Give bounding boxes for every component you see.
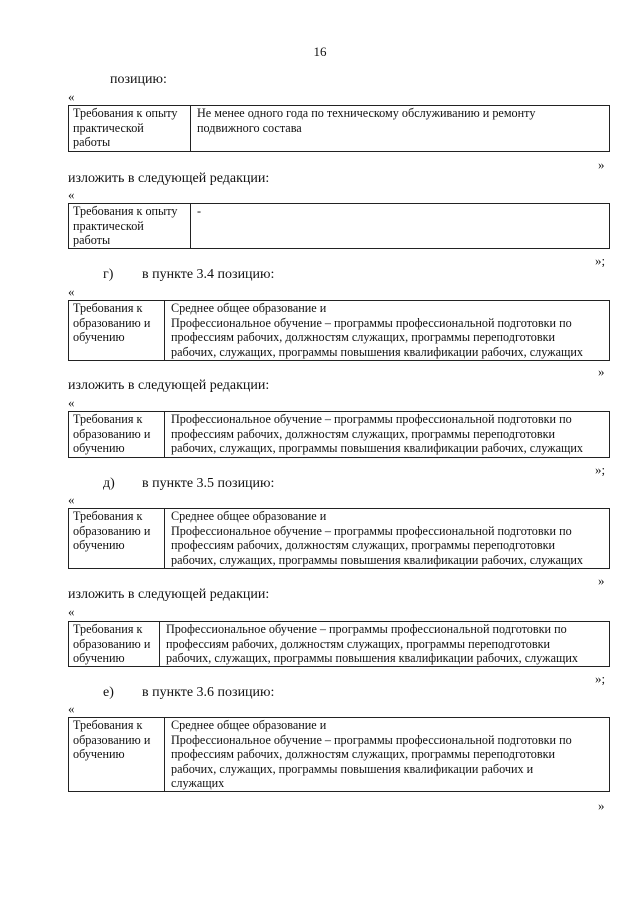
- page-number: 16: [313, 44, 327, 59]
- open-quote: «: [68, 187, 75, 202]
- cell-line: Профессиональное обучение – программы профессиональной подготовки по: [171, 732, 572, 747]
- table-education-3-4-old: [68, 300, 610, 361]
- item-g-letter: г): [103, 267, 114, 282]
- cell-left: [69, 204, 191, 249]
- cell-line: образованию и: [73, 732, 151, 747]
- cell-line: рабочих, служащих, программы повышения квалификации рабочих, служащих: [166, 651, 578, 665]
- replace-label: изложить в следующей редакции:: [68, 587, 270, 602]
- item-d-letter: д): [103, 476, 115, 491]
- cell-left: [69, 509, 165, 569]
- cell-line: -: [197, 204, 202, 218]
- cell-line: Требования к: [73, 622, 143, 636]
- cell-left: [69, 301, 165, 361]
- cell-right: [165, 301, 610, 361]
- close-quote: »: [598, 364, 605, 379]
- cell-line: Требования к: [73, 301, 143, 315]
- cell-line: Среднее общее образование и: [171, 718, 327, 732]
- open-quote: «: [68, 89, 75, 104]
- table-education-3-4-new: [68, 411, 610, 458]
- close-quote: »: [598, 157, 605, 172]
- cell-line: Требования к: [73, 412, 143, 426]
- cell-line: образованию и: [73, 523, 151, 538]
- replace-label: изложить в следующей редакции:: [68, 378, 270, 393]
- cell-line: профессиям рабочих, должностям служащих, программы переподготовки: [171, 747, 556, 761]
- close-quote-semicolon: »;: [595, 671, 606, 686]
- cell-line: рабочих, служащих, программы повышения квалификации рабочих, служащих: [171, 441, 583, 455]
- cell-right: [191, 204, 610, 249]
- item-e-text: в пункте 3.6 позицию:: [142, 685, 275, 700]
- intro-label: позицию:: [110, 72, 167, 87]
- cell-line: работы: [73, 135, 111, 149]
- table-education-3-6-old: [68, 717, 610, 792]
- close-quote: »: [598, 573, 605, 588]
- open-quote: «: [68, 492, 75, 507]
- cell-left: [69, 718, 165, 792]
- cell-line: Профессиональное обучение – программы профессиональной подготовки по: [171, 315, 572, 330]
- cell-line: профессиям рабочих, должностям служащих, программы переподготовки: [171, 330, 556, 344]
- open-quote: «: [68, 284, 75, 299]
- table-education-3-5-new: [68, 621, 610, 667]
- cell-line: обучению: [73, 441, 125, 455]
- cell-line: Профессиональное обучение – программы профессиональной подготовки по: [171, 412, 572, 426]
- cell-left: [69, 412, 165, 458]
- cell-right: [160, 622, 610, 667]
- cell-line: Требования к: [73, 718, 143, 732]
- cell-left: [69, 622, 160, 667]
- open-quote: «: [68, 604, 75, 619]
- cell-line: практической: [73, 218, 144, 233]
- cell-right: [191, 106, 610, 152]
- table-education-3-5-old: [68, 508, 610, 569]
- cell-line: образованию и: [73, 426, 151, 441]
- item-d-text: в пункте 3.5 позицию:: [142, 476, 275, 491]
- cell-line: Требования к опыту: [73, 204, 178, 218]
- cell-line: образованию и: [73, 636, 151, 651]
- cell-left: [69, 106, 191, 152]
- item-e-letter: е): [103, 685, 114, 700]
- cell-line: профессиям рабочих, должностям служащих, программы переподготовки: [171, 426, 556, 441]
- cell-line: образованию и: [73, 315, 151, 330]
- table-experience-new: [68, 203, 610, 249]
- close-quote-semicolon: »;: [595, 253, 606, 268]
- cell-line: профессиям рабочих, должностям служащих, программы переподготовки: [166, 636, 551, 651]
- cell-line: практической: [73, 120, 144, 135]
- cell-line: подвижного состава: [197, 120, 302, 135]
- cell-line: Требования к: [73, 509, 143, 523]
- cell-line: Требования к опыту: [73, 106, 178, 120]
- table-experience-old: [68, 105, 610, 152]
- cell-line: обучению: [73, 330, 125, 344]
- cell-line: Профессиональное обучение – программы профессиональной подготовки по: [171, 523, 572, 538]
- cell-line: Среднее общее образование и: [171, 301, 327, 315]
- cell-line: обучению: [73, 747, 125, 761]
- cell-line: рабочих, служащих, программы повышения квалификации рабочих и: [171, 761, 534, 776]
- cell-right: [165, 509, 610, 569]
- cell-line: служащих: [171, 776, 225, 790]
- cell-line: Не менее одного года по техническому обслуживанию и ремонту: [197, 106, 536, 120]
- cell-line: обучению: [73, 538, 125, 552]
- item-g-text: в пункте 3.4 позицию:: [142, 267, 275, 282]
- cell-right: [165, 412, 610, 458]
- cell-line: профессиям рабочих, должностям служащих, программы переподготовки: [171, 538, 556, 552]
- cell-line: рабочих, служащих, программы повышения квалификации рабочих, служащих: [171, 344, 583, 359]
- cell-line: Среднее общее образование и: [171, 509, 327, 523]
- close-quote: »: [598, 798, 605, 813]
- open-quote: «: [68, 701, 75, 716]
- replace-label: изложить в следующей редакции:: [68, 171, 270, 186]
- cell-line: работы: [73, 233, 111, 247]
- open-quote: «: [68, 395, 75, 410]
- cell-right: [165, 718, 610, 792]
- cell-line: Профессиональное обучение – программы профессиональной подготовки по: [166, 622, 567, 636]
- cell-line: рабочих, служащих, программы повышения квалификации рабочих, служащих: [171, 552, 583, 567]
- close-quote-semicolon: »;: [595, 462, 606, 477]
- cell-line: обучению: [73, 651, 125, 665]
